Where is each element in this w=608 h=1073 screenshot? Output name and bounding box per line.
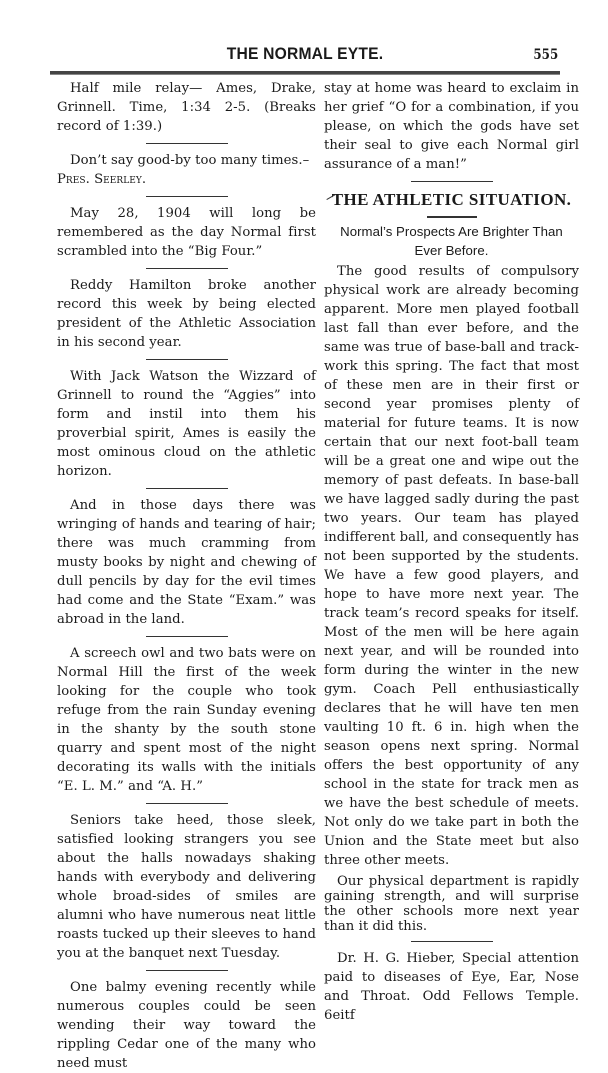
news-item: Half mile relay— Ames, Drake, Grinnell. Time, 1:34 2-5. (Breaks record of 1:39.) [57,81,316,134]
page-number: 555 [533,47,558,63]
header-rule [50,71,560,75]
subhead-line-1: Normal’s Prospects Are Brighter Than [340,224,563,239]
advertisement: Dr. H. G. Hieber, Special attention paid to diseases of Eye, Ear, Nose and Throat. Odd Fellows Temple. 6eitf [324,951,579,1023]
separator-rule [411,181,493,182]
separator-rule [146,970,228,971]
quote-attribution: Pres. Seerley. [57,172,147,187]
news-item: A screech owl and two bats were on Normal Hill the first of the week looking for the couple who took refuge from the rain Sunday evening in the shanty by the south stone quarry and spent most of the night decorating its walls with the initials “E. L. M.” and “A. H.” [57,646,316,794]
separator-rule [146,636,228,637]
news-item: May 28, 1904 will long be remembered as the day Normal first scrambled into the “Big Four.” [57,206,316,259]
news-item: Seniors take heed, those sleek, satisfied looking strangers you see about the halls nowadays shaking hands with everybody and delivering whole broad-sides of smiles are alumni who have numerous neat little roasts tucked up their sleeves to hand you at the banquet next Tuesday. [57,813,316,961]
article-subhead [324,222,579,260]
running-title: THE NORMAL EYTE. [226,44,384,63]
left-column [57,79,316,1073]
separator-rule [146,143,228,144]
news-item: One balmy evening recently while numerous couples could be seen wending their way toward the rippling Cedar one of the many who need must [57,980,316,1071]
separator-rule [146,359,228,360]
continued-item: stay at home was heard to exclaim in her grief “O for a combination, if you please, on which the gods have set their seal to give each Normal girl assurance of a man!” [324,81,579,172]
separator-rule [146,488,228,489]
headline-rule [427,216,477,218]
separator-rule [146,196,228,197]
news-item: With Jack Watson the Wizzard of Grinnell to round the “Aggies” into form and instil into them his proverbial spirit, Ames is easily the most ominous cloud on the athletic horizon. [57,369,316,479]
separator-rule [411,941,493,942]
quote-item: Don’t say good-by too many times.– [70,153,310,168]
subhead-line-2: Ever Before. [414,243,489,258]
article-paragraph: The good results of compulsory physical work are already becoming apparent. More men played football last fall than ever before, and the same was true of base-ball and track-work this spring. The fact that most of these men are in their first or second year promises plenty of material for future teams. It is now certain that our next foot-ball team will be a great one and wipe out the memory of past defeats. In base-ball we have lagged sadly during the past two years. Our team has played indifferent ball, and consequently has not been supported by the students. We have a few good players, and hope to have more next year. The track team’s record speaks for itself. Most of the men will be here again next year, and will be rounded into form during the winter in the new gym. Coach Pell enthusiastically declares that he will have ten men vaulting 10 ft. 6 in. high when the season opens next spring. Normal offers the best opportunity of any school in the state for track men as we have the best schedule of meets. Not only do we take part in both the Union and the State meet but also three other meets. [324,264,579,868]
separator-rule [146,803,228,804]
page-header [52,44,558,66]
separator-rule [146,268,228,269]
news-item: Reddy Hamilton broke another record this week by being elected president of the Athletic Association in his second year. [57,278,316,350]
article-headline: THE ATHLETIC SITUATION. [331,190,572,209]
right-column [324,79,579,1025]
news-item: And in those days there was wringing of hands and tearing of hair; there was much cramming from musty books by night and chewing of dull pencils by day for the evil times had come and the State “Exam.” was abroad in the land. [57,498,316,627]
article-paragraph: Our physical department is rapidly gaining strength, and will surprise the other schools more next year than it did this. [324,874,579,934]
